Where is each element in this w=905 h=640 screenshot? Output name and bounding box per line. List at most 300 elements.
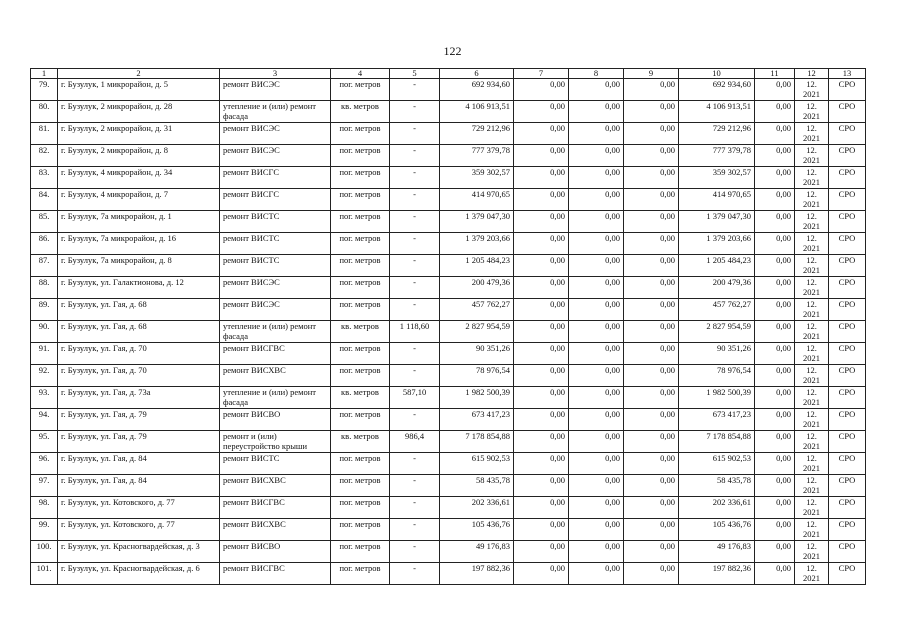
fund-cell: 0,00 [514,211,569,233]
column-header-12: 12 [795,69,829,79]
unit-cell: пог. метров [331,299,390,321]
column-header-8: 8 [569,69,624,79]
regional-budget-cell: 0,00 [569,299,624,321]
row-number: 84. [31,189,58,211]
table-row [31,211,866,233]
regional-budget-cell: 0,00 [569,321,624,343]
local-budget-cell: 0,00 [624,189,679,211]
method-cell: СРО [829,299,866,321]
address-cell: г. Бузулук, ул. Котовского, д. 77 [58,497,220,519]
other-funds-cell: 0,00 [755,167,795,189]
unit-cell: пог. метров [331,365,390,387]
area-cell: - [390,453,440,475]
total-cost-cell: 777 379,78 [440,145,514,167]
area-cell: 1 118,60 [390,321,440,343]
unit-cell: кв. метров [331,101,390,123]
regional-budget-cell: 0,00 [569,497,624,519]
regional-budget-cell: 0,00 [569,79,624,101]
completion-date-cell: 12. 2021 [795,541,829,563]
address-cell: г. Бузулук, 4 микрорайон, д. 34 [58,167,220,189]
unit-cell: пог. метров [331,277,390,299]
local-budget-cell: 0,00 [624,79,679,101]
work-type-cell: ремонт ВИСХВС [220,475,331,497]
work-type-cell: утепление и (или) ремонт фасада [220,321,331,343]
other-funds-cell: 0,00 [755,299,795,321]
total-cost-cell: 1 205 484,23 [440,255,514,277]
completion-date-cell: 12. 2021 [795,211,829,233]
unit-cell: пог. метров [331,255,390,277]
owners-funds-cell: 2 827 954,59 [679,321,755,343]
table-row [31,145,866,167]
fund-cell: 0,00 [514,563,569,585]
regional-budget-cell: 0,00 [569,541,624,563]
regional-budget-cell: 0,00 [569,167,624,189]
table-row [31,167,866,189]
method-cell: СРО [829,101,866,123]
table-row [31,321,866,343]
unit-cell: пог. метров [331,563,390,585]
owners-funds-cell: 1 205 484,23 [679,255,755,277]
regional-budget-cell: 0,00 [569,563,624,585]
work-type-cell: утепление и (или) ремонт фасада [220,101,331,123]
completion-date-cell: 12. 2021 [795,233,829,255]
work-type-cell: ремонт ВИСЭС [220,277,331,299]
local-budget-cell: 0,00 [624,145,679,167]
other-funds-cell: 0,00 [755,519,795,541]
other-funds-cell: 0,00 [755,233,795,255]
unit-cell: пог. метров [331,453,390,475]
owners-funds-cell: 457 762,27 [679,299,755,321]
local-budget-cell: 0,00 [624,211,679,233]
regional-budget-cell: 0,00 [569,475,624,497]
regional-budget-cell: 0,00 [569,277,624,299]
owners-funds-cell: 729 212,96 [679,123,755,145]
work-type-cell: ремонт ВИСТС [220,453,331,475]
other-funds-cell: 0,00 [755,387,795,409]
fund-cell: 0,00 [514,475,569,497]
work-type-cell: ремонт ВИСХВС [220,365,331,387]
address-cell: г. Бузулук, 2 микрорайон, д. 31 [58,123,220,145]
owners-funds-cell: 673 417,23 [679,409,755,431]
unit-cell: пог. метров [331,475,390,497]
table-body [31,79,866,585]
row-number: 83. [31,167,58,189]
unit-cell: кв. метров [331,431,390,453]
area-cell: - [390,299,440,321]
total-cost-cell: 692 934,60 [440,79,514,101]
local-budget-cell: 0,00 [624,497,679,519]
work-type-cell: ремонт ВИСЭС [220,79,331,101]
method-cell: СРО [829,255,866,277]
owners-funds-cell: 1 982 500,39 [679,387,755,409]
table-row [31,563,866,585]
work-type-cell: ремонт ВИСТС [220,255,331,277]
work-type-cell: ремонт ВИСГВС [220,497,331,519]
address-cell: г. Бузулук, ул. Гая, д. 73а [58,387,220,409]
unit-cell: пог. метров [331,519,390,541]
table-row [31,189,866,211]
local-budget-cell: 0,00 [624,387,679,409]
regional-budget-cell: 0,00 [569,453,624,475]
table-row [31,409,866,431]
total-cost-cell: 7 178 854,88 [440,431,514,453]
table-row [31,453,866,475]
column-header-3: 3 [220,69,331,79]
table-row [31,519,866,541]
other-funds-cell: 0,00 [755,277,795,299]
fund-cell: 0,00 [514,189,569,211]
fund-cell: 0,00 [514,387,569,409]
area-cell: - [390,541,440,563]
column-header-13: 13 [829,69,866,79]
local-budget-cell: 0,00 [624,123,679,145]
completion-date-cell: 12. 2021 [795,123,829,145]
local-budget-cell: 0,00 [624,453,679,475]
area-cell: - [390,409,440,431]
other-funds-cell: 0,00 [755,211,795,233]
table-row [31,233,866,255]
other-funds-cell: 0,00 [755,497,795,519]
area-cell: - [390,233,440,255]
method-cell: СРО [829,211,866,233]
address-cell: г. Бузулук, 7а микрорайон, д. 8 [58,255,220,277]
other-funds-cell: 0,00 [755,541,795,563]
completion-date-cell: 12. 2021 [795,79,829,101]
unit-cell: пог. метров [331,343,390,365]
work-type-cell: ремонт ВИСГВС [220,563,331,585]
column-header-5: 5 [390,69,440,79]
table-row [31,277,866,299]
regional-budget-cell: 0,00 [569,431,624,453]
unit-cell: пог. метров [331,189,390,211]
completion-date-cell: 12. 2021 [795,563,829,585]
local-budget-cell: 0,00 [624,475,679,497]
other-funds-cell: 0,00 [755,255,795,277]
total-cost-cell: 202 336,61 [440,497,514,519]
row-number: 85. [31,211,58,233]
completion-date-cell: 12. 2021 [795,519,829,541]
work-type-cell: ремонт ВИСТС [220,233,331,255]
owners-funds-cell: 90 351,26 [679,343,755,365]
regional-budget-cell: 0,00 [569,365,624,387]
area-cell: - [390,519,440,541]
local-budget-cell: 0,00 [624,519,679,541]
address-cell: г. Бузулук, 4 микрорайон, д. 7 [58,189,220,211]
other-funds-cell: 0,00 [755,321,795,343]
work-type-cell: ремонт ВИСХВС [220,519,331,541]
other-funds-cell: 0,00 [755,79,795,101]
row-number: 101. [31,563,58,585]
work-type-cell: ремонт ВИСГС [220,167,331,189]
total-cost-cell: 1 379 047,30 [440,211,514,233]
work-type-cell: ремонт ВИСГС [220,189,331,211]
other-funds-cell: 0,00 [755,365,795,387]
method-cell: СРО [829,277,866,299]
area-cell: - [390,211,440,233]
local-budget-cell: 0,00 [624,255,679,277]
area-cell: - [390,189,440,211]
table-row [31,431,866,453]
owners-funds-cell: 777 379,78 [679,145,755,167]
address-cell: г. Бузулук, ул. Котовского, д. 77 [58,519,220,541]
area-cell: - [390,497,440,519]
total-cost-cell: 1 982 500,39 [440,387,514,409]
table-row [31,79,866,101]
row-number: 86. [31,233,58,255]
method-cell: СРО [829,189,866,211]
total-cost-cell: 197 882,36 [440,563,514,585]
method-cell: СРО [829,387,866,409]
regional-budget-cell: 0,00 [569,233,624,255]
area-cell: - [390,365,440,387]
other-funds-cell: 0,00 [755,343,795,365]
fund-cell: 0,00 [514,497,569,519]
fund-cell: 0,00 [514,541,569,563]
method-cell: СРО [829,519,866,541]
area-cell: 986,4 [390,431,440,453]
column-header-7: 7 [514,69,569,79]
row-number: 79. [31,79,58,101]
completion-date-cell: 12. 2021 [795,365,829,387]
completion-date-cell: 12. 2021 [795,299,829,321]
area-cell: - [390,167,440,189]
local-budget-cell: 0,00 [624,321,679,343]
area-cell: - [390,79,440,101]
owners-funds-cell: 692 934,60 [679,79,755,101]
address-cell: г. Бузулук, ул. Гая, д. 84 [58,475,220,497]
regional-budget-cell: 0,00 [569,409,624,431]
completion-date-cell: 12. 2021 [795,387,829,409]
local-budget-cell: 0,00 [624,409,679,431]
column-number-row [31,69,866,79]
page-number: 122 [443,44,462,58]
method-cell: СРО [829,79,866,101]
table-row [31,343,866,365]
row-number: 92. [31,365,58,387]
fund-cell: 0,00 [514,431,569,453]
area-cell: - [390,255,440,277]
address-cell: г. Бузулук, ул. Гая, д. 70 [58,365,220,387]
table-row [31,255,866,277]
owners-funds-cell: 49 176,83 [679,541,755,563]
unit-cell: пог. метров [331,541,390,563]
unit-cell: пог. метров [331,211,390,233]
work-type-cell: утепление и (или) ремонт фасада [220,387,331,409]
local-budget-cell: 0,00 [624,365,679,387]
owners-funds-cell: 202 336,61 [679,497,755,519]
method-cell: СРО [829,321,866,343]
unit-cell: пог. метров [331,233,390,255]
other-funds-cell: 0,00 [755,145,795,167]
row-number: 99. [31,519,58,541]
other-funds-cell: 0,00 [755,453,795,475]
local-budget-cell: 0,00 [624,233,679,255]
column-header-9: 9 [624,69,679,79]
table-row [31,299,866,321]
local-budget-cell: 0,00 [624,277,679,299]
address-cell: г. Бузулук, ул. Гая, д. 84 [58,453,220,475]
completion-date-cell: 12. 2021 [795,189,829,211]
fund-cell: 0,00 [514,123,569,145]
address-cell: г. Бузулук, ул. Гая, д. 79 [58,409,220,431]
owners-funds-cell: 58 435,78 [679,475,755,497]
row-number: 82. [31,145,58,167]
owners-funds-cell: 1 379 203,66 [679,233,755,255]
row-number: 90. [31,321,58,343]
work-type-cell: ремонт ВИСЭС [220,123,331,145]
row-number: 97. [31,475,58,497]
completion-date-cell: 12. 2021 [795,431,829,453]
method-cell: СРО [829,431,866,453]
row-number: 87. [31,255,58,277]
table-row [31,123,866,145]
row-number: 100. [31,541,58,563]
method-cell: СРО [829,343,866,365]
method-cell: СРО [829,365,866,387]
total-cost-cell: 1 379 203,66 [440,233,514,255]
regional-budget-cell: 0,00 [569,101,624,123]
address-cell: г. Бузулук, 2 микрорайон, д. 28 [58,101,220,123]
address-cell: г. Бузулук, 2 микрорайон, д. 8 [58,145,220,167]
total-cost-cell: 673 417,23 [440,409,514,431]
completion-date-cell: 12. 2021 [795,101,829,123]
fund-cell: 0,00 [514,167,569,189]
local-budget-cell: 0,00 [624,563,679,585]
local-budget-cell: 0,00 [624,343,679,365]
unit-cell: кв. метров [331,321,390,343]
fund-cell: 0,00 [514,101,569,123]
other-funds-cell: 0,00 [755,409,795,431]
unit-cell: пог. метров [331,167,390,189]
total-cost-cell: 78 976,54 [440,365,514,387]
total-cost-cell: 615 902,53 [440,453,514,475]
row-number: 81. [31,123,58,145]
local-budget-cell: 0,00 [624,167,679,189]
other-funds-cell: 0,00 [755,431,795,453]
area-cell: - [390,101,440,123]
local-budget-cell: 0,00 [624,431,679,453]
total-cost-cell: 457 762,27 [440,299,514,321]
method-cell: СРО [829,453,866,475]
area-cell: - [390,277,440,299]
completion-date-cell: 12. 2021 [795,475,829,497]
regional-budget-cell: 0,00 [569,123,624,145]
row-number: 94. [31,409,58,431]
total-cost-cell: 359 302,57 [440,167,514,189]
row-number: 95. [31,431,58,453]
other-funds-cell: 0,00 [755,563,795,585]
row-number: 93. [31,387,58,409]
address-cell: г. Бузулук, 7а микрорайон, д. 16 [58,233,220,255]
address-cell: г. Бузулук, ул. Гая, д. 68 [58,299,220,321]
total-cost-cell: 200 479,36 [440,277,514,299]
method-cell: СРО [829,145,866,167]
other-funds-cell: 0,00 [755,189,795,211]
completion-date-cell: 12. 2021 [795,343,829,365]
completion-date-cell: 12. 2021 [795,409,829,431]
method-cell: СРО [829,497,866,519]
total-cost-cell: 105 436,76 [440,519,514,541]
method-cell: СРО [829,233,866,255]
completion-date-cell: 12. 2021 [795,145,829,167]
work-type-cell: ремонт и (или) переустройство крыши [220,431,331,453]
other-funds-cell: 0,00 [755,101,795,123]
address-cell: г. Бузулук, 1 микрорайон, д. 5 [58,79,220,101]
completion-date-cell: 12. 2021 [795,497,829,519]
column-header-2: 2 [58,69,220,79]
regional-budget-cell: 0,00 [569,343,624,365]
work-type-cell: ремонт ВИСГВС [220,343,331,365]
fund-cell: 0,00 [514,519,569,541]
column-header-1: 1 [31,69,58,79]
work-type-cell: ремонт ВИСТС [220,211,331,233]
fund-cell: 0,00 [514,343,569,365]
completion-date-cell: 12. 2021 [795,321,829,343]
owners-funds-cell: 7 178 854,88 [679,431,755,453]
total-cost-cell: 4 106 913,51 [440,101,514,123]
regional-budget-cell: 0,00 [569,189,624,211]
owners-funds-cell: 200 479,36 [679,277,755,299]
fund-cell: 0,00 [514,453,569,475]
table-row [31,101,866,123]
method-cell: СРО [829,123,866,145]
area-cell: - [390,123,440,145]
owners-funds-cell: 615 902,53 [679,453,755,475]
row-number: 98. [31,497,58,519]
table-row [31,475,866,497]
unit-cell: пог. метров [331,497,390,519]
row-number: 80. [31,101,58,123]
owners-funds-cell: 4 106 913,51 [679,101,755,123]
fund-cell: 0,00 [514,299,569,321]
owners-funds-cell: 105 436,76 [679,519,755,541]
column-header-10: 10 [679,69,755,79]
column-header-6: 6 [440,69,514,79]
fund-cell: 0,00 [514,79,569,101]
regional-budget-cell: 0,00 [569,255,624,277]
fund-cell: 0,00 [514,365,569,387]
table-row [31,387,866,409]
total-cost-cell: 729 212,96 [440,123,514,145]
other-funds-cell: 0,00 [755,123,795,145]
unit-cell: пог. метров [331,123,390,145]
work-type-cell: ремонт ВИСВО [220,409,331,431]
table-row [31,541,866,563]
completion-date-cell: 12. 2021 [795,453,829,475]
unit-cell: кв. метров [331,387,390,409]
other-funds-cell: 0,00 [755,475,795,497]
owners-funds-cell: 359 302,57 [679,167,755,189]
total-cost-cell: 90 351,26 [440,343,514,365]
regional-budget-cell: 0,00 [569,145,624,167]
total-cost-cell: 58 435,78 [440,475,514,497]
address-cell: г. Бузулук, 7а микрорайон, д. 1 [58,211,220,233]
total-cost-cell: 414 970,65 [440,189,514,211]
address-cell: г. Бузулук, ул. Гая, д. 68 [58,321,220,343]
method-cell: СРО [829,541,866,563]
completion-date-cell: 12. 2021 [795,167,829,189]
total-cost-cell: 49 176,83 [440,541,514,563]
total-cost-cell: 2 827 954,59 [440,321,514,343]
table-row [31,365,866,387]
owners-funds-cell: 197 882,36 [679,563,755,585]
regional-budget-cell: 0,00 [569,211,624,233]
method-cell: СРО [829,409,866,431]
local-budget-cell: 0,00 [624,541,679,563]
completion-date-cell: 12. 2021 [795,277,829,299]
fund-cell: 0,00 [514,321,569,343]
fund-cell: 0,00 [514,255,569,277]
